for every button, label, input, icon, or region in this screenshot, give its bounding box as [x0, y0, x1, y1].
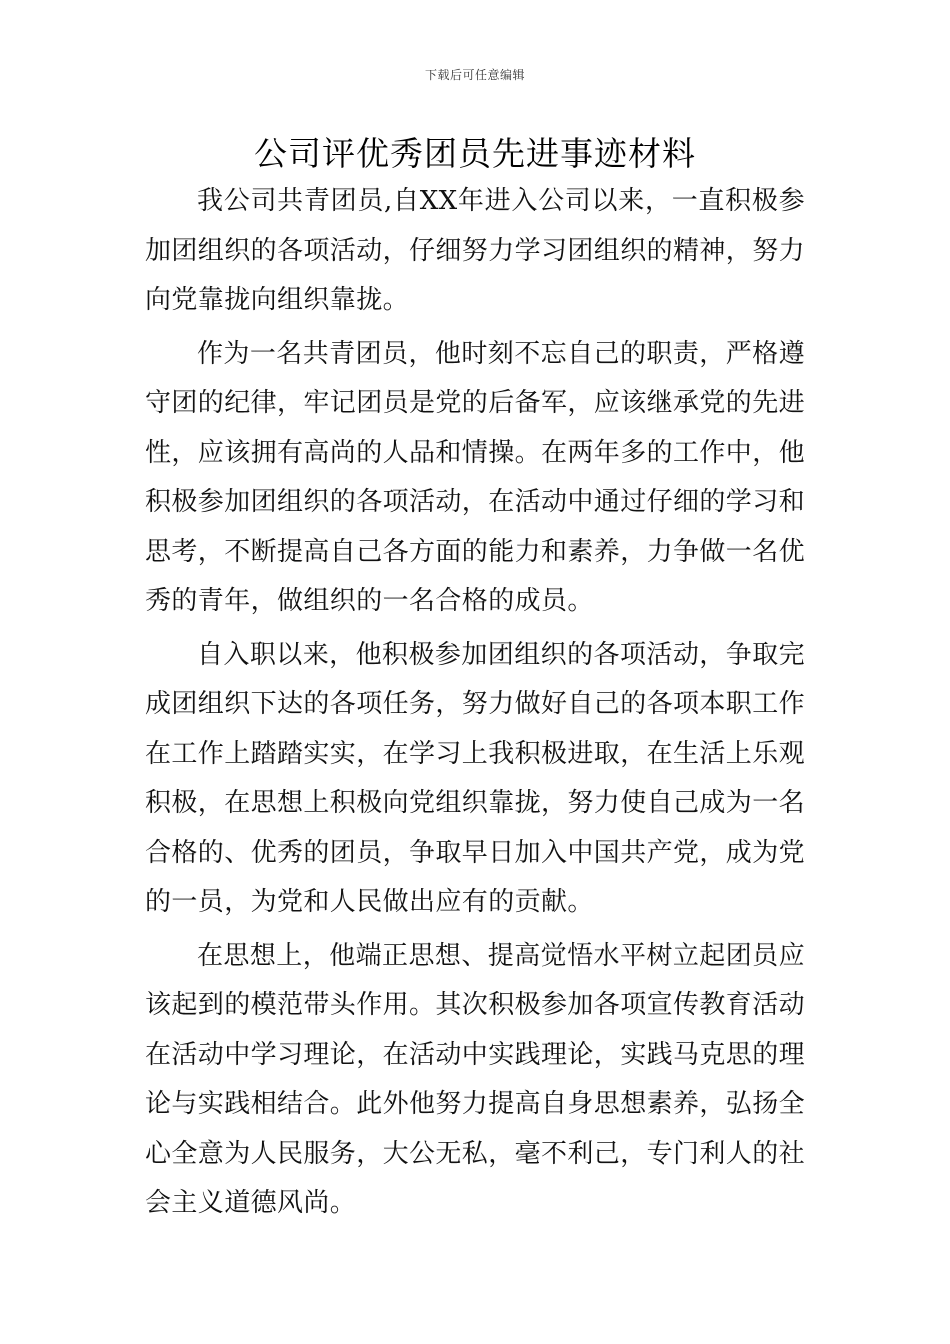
paragraph-3: 自入职以来，他积极参加团组织的各项活动，争取完成团组织下达的各项任务，努力做好自己的各项本职工作在工作上踏踏实实，在学习上我积极进取，在生活上乐观积极，在思想上积极向党组织靠拢，努力使自己成为一名合格的、优秀的团员，争取早日加入中国共产党，成为党的一员，为党和人民做出应有的贡献。: [145, 639, 806, 917]
paragraph-2: 作为一名共青团员，他时刻不忘自己的职责，严格遵守团的纪律，牢记团员是党的后备军，应该继承党的先进性，应该拥有高尚的人品和情操。在两年多的工作中，他积极参加团组织的各项活动，在活动中通过仔细的学习和思考，不断提高自己各方面的能力和素养，力争做一名优秀的青年，做组织的一名合格的成员。: [145, 338, 806, 616]
paragraph-4: 在思想上，他端正思想、提高觉悟水平树立起团员应该起到的模范带头作用。其次积极参加各项宣传教育活动在活动中学习理论，在活动中实践理论，实践马克思的理论与实践相结合。此外他努力提高自身思想素养，弘扬全心全意为人民服务，大公无私，毫不利己，专门利人的社会主义道德风尚。: [145, 940, 806, 1218]
paragraph-1: 我公司共青团员,自XX年进入公司以来，一直积极参加团组织的各项活动，仔细努力学习团组织的精神，努力向党靠拢向组织靠拢。: [145, 186, 806, 315]
document-title: 公司评优秀团员先进事迹材料: [254, 134, 696, 173]
header-note: 下载后可任意编辑: [424, 68, 525, 82]
document-body: [145, 177, 805, 1233]
